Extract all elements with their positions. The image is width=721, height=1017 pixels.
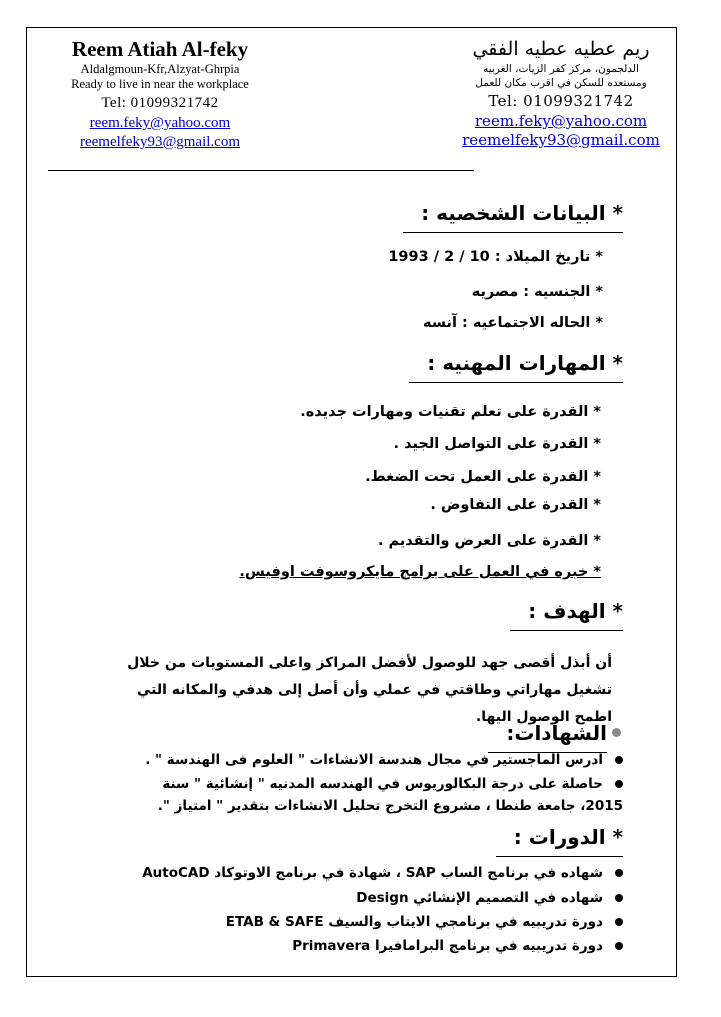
course-text: دورة تدريبيه في برنامج البرامافيرا Primavera [292,938,603,954]
skill-item: * القدرة على التواصل الجيد . [393,436,601,452]
nationality: * الجنسيه : مصريه [471,284,603,300]
birth-date: * تاريخ الميلاد : 10 / 2 / 1993 [388,249,603,265]
course-item [142,862,623,884]
skill-item: * القدرة على التفاوض . [430,497,601,513]
section-heading-skills: * المهارات المهنيه : [409,348,623,383]
certificate-text: ادرس الماجستير في مجال هندسة الانشاءات " العلوم فى الهندسة " . [145,752,603,768]
section-heading-courses: * الدورات : [496,822,623,857]
header-arabic [456,36,666,150]
skill-item: * القدرة على تعلم تقنيات ومهارات جديده. [300,404,601,420]
email-link-gmail-ar[interactable]: reemelfeky93@gmail.com [462,131,660,149]
email-link-yahoo-ar[interactable]: reem.feky@yahoo.com [474,112,648,130]
certificate-item [123,773,623,817]
skill-item: * القدرة على العمل تحت الضغط. [365,469,601,485]
phone-english: Tel: 01099321742 [101,95,219,111]
header-divider [48,170,474,171]
address-english: Aldalgmoun-Kfr,Alzyat-Ghrpia [80,62,240,76]
email-link-yahoo[interactable]: reem.feky@yahoo.com [89,115,231,131]
bullet-icon [615,894,623,902]
course-text: دورة تدريبيه في برنامجي الايتاب والسيف ETAB & SAFE [225,914,603,930]
course-text: شهاده في برنامج الساب SAP ، شهادة في برنامج الاوتوكاد AutoCAD [142,865,603,881]
certificate-item [145,749,623,771]
address-arabic: الدلجمون، مركز كفر الزيات، الغربيه [483,63,639,75]
name-english: Reem Atiah Al-feky [71,37,249,61]
bullet-icon [615,869,623,877]
bullet-icon [615,756,623,764]
course-item [356,887,623,909]
relocation-note-arabic: ومستعده للسكن في اقرب مكان للعمل [475,77,647,89]
course-item [292,935,623,957]
skill-item: * خبره في العمل على برامج مايكروسوفت اوفيس. [239,564,601,580]
section-heading-personal: * البيانات الشخصيه : [403,198,623,233]
relocation-note-english: Ready to live in near the workplace [71,77,249,91]
certificate-text: حاصلة على درجة البكالوريوس في الهندسه المدنيه " إنشائية " سنة 2015، جامعة طنطا ، مشروع التخرج تحليل الانشاءات بتقدير " امتياز ". [157,776,623,814]
course-item [226,911,623,933]
section-heading-goal: * الهدف : [510,596,623,631]
bullet-icon [615,942,623,950]
bullet-icon [615,780,623,788]
course-text: شهاده في التصميم الإنشائي Design [356,890,603,906]
header-english [40,36,280,152]
name-arabic: ريم عطيه عطيه الفقي [472,38,650,60]
email-link-gmail[interactable]: reemelfeky93@gmail.com [79,134,240,150]
phone-arabic-header: Tel: 01099321742 [488,92,634,110]
section-heading-certificates: الشهادات: [488,718,607,753]
goal-paragraph: أن أبذل أقصى جهد للوصول لأفضل المراكز واعلى المستويات من خلال تشغيل مهاراتي وطاقتي في عملي وأن أصل إلى هدفي والمكانه التي اطمح الوصول اليها. [127,655,612,725]
skill-item: * القدرة على العرض والتقديم . [377,533,601,549]
bullet-icon [612,728,621,737]
bullet-icon [615,918,623,926]
marital-status: * الحاله الاجتماعيه : آنسه [422,315,603,331]
